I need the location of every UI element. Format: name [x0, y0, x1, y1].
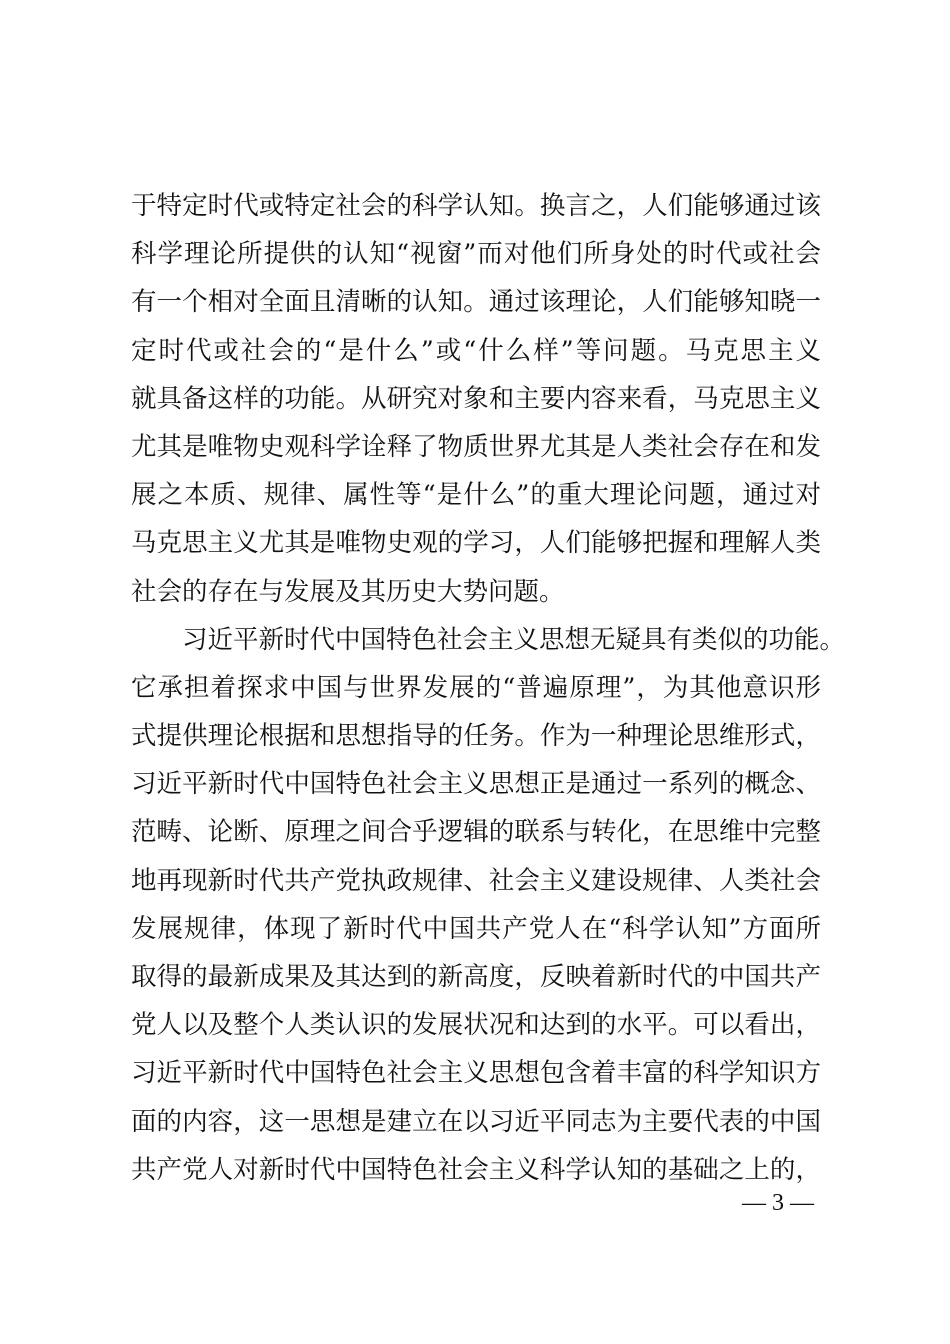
text-line: 共产党人对新时代中国特色社会主义科学认知的基础之上的，: [131, 1154, 821, 1185]
text-line: 于特定时代或特定社会的科学认知。换言之，人们能够通过该: [131, 191, 821, 221]
text-line: 科学理论所提供的认知“视窗”而对他们所身处的时代或社会: [131, 239, 821, 270]
paragraph: [131, 182, 821, 616]
text-line: 社会的存在与发展及其历史大势问题。: [131, 576, 565, 607]
text-line: 定时代或社会的“是什么”或“什么样”等问题。马克思主义: [131, 335, 821, 366]
text-line: 式提供理论根据和思想指导的任务。作为一种理论思维形式，: [131, 721, 821, 752]
body-text: [131, 182, 846, 1194]
text-line: 范畴、论断、原理之间合乎逻辑的联系与转化，在思维中完整: [131, 817, 821, 848]
text-line: 习近平新时代中国特色社会主义思想正是通过一系列的概念、: [131, 769, 821, 800]
text-line: 地再现新时代共产党执政规律、社会主义建设规律、人类社会: [131, 865, 821, 896]
text-line: 取得的最新成果及其达到的新高度，反映着新时代的中国共产: [131, 962, 821, 992]
text-line: 它承担着探求中国与世界发展的“普遍原理”，为其他意识形: [131, 672, 821, 703]
text-line: 展之本质、规律、属性等“是什么”的重大理论问题，通过对: [131, 480, 821, 511]
text-line: 就具备这样的功能。从研究对象和主要内容来看，马克思主义: [131, 383, 821, 414]
text-line: 马克思主义尤其是唯物史观的学习，人们能够把握和理解人类: [131, 528, 821, 559]
page-number: — 3 —: [742, 1190, 814, 1216]
text-line: 习近平新时代中国特色社会主义思想包含着丰富的科学知识方: [131, 1058, 821, 1089]
text-line: 有一个相对全面且清晰的认知。通过该理论，人们能够知晓一: [131, 287, 821, 318]
paragraph: [131, 616, 846, 1194]
text-line: 党人以及整个人类认识的发展状况和达到的水平。可以看出，: [131, 1010, 821, 1041]
text-line: 尤其是唯物史观科学诠释了物质世界尤其是人类社会存在和发: [131, 431, 821, 462]
text-line: 习近平新时代中国特色社会主义思想无疑具有类似的功能。: [182, 624, 846, 655]
text-line: 面的内容，这一思想是建立在以习近平同志为主要代表的中国: [131, 1106, 821, 1137]
text-line: 发展规律，体现了新时代中国共产党人在“科学认知”方面所: [131, 913, 821, 944]
